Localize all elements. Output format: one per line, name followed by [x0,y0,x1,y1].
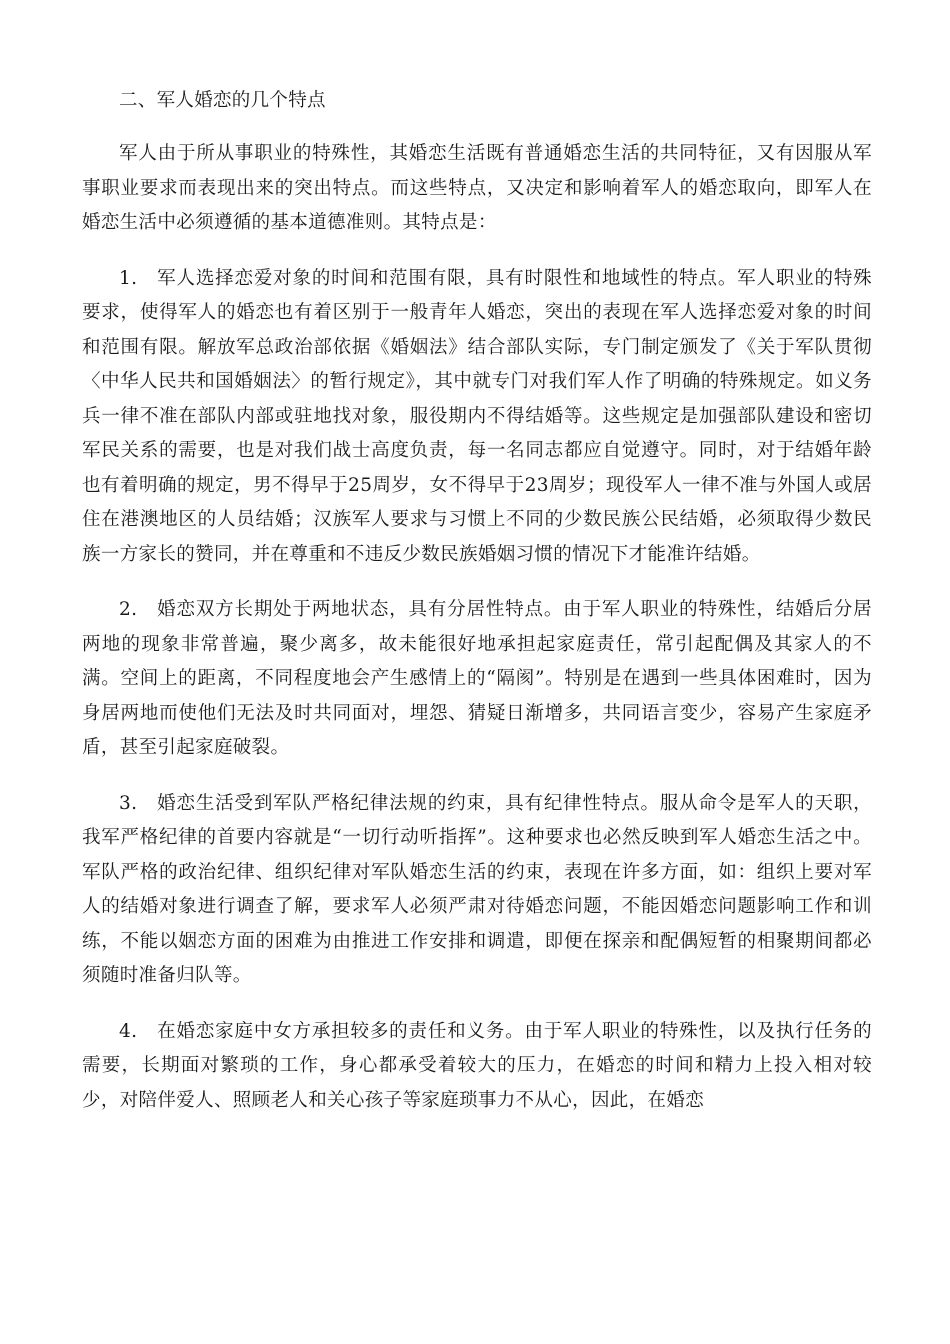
section-heading: 二、军人婚恋的几个特点 [119,90,326,111]
document-body [82,83,872,1139]
point-2-paragraph: 2. 婚恋双方长期处于两地状态，具有分居性特点。由于军人职业的特殊性，结婚后分居两地的现象非常普遍，聚少离多，故未能很好地承担起家庭责任，常引起配偶及其家人的不满。空间上的距离，不同程度地会产生感情上的“隔阂”。特别是在遇到一些具体困难时，因为身居两地而使他们无法及时共同面对，埋怨、猜疑日渐增多，共同语言变少，容易产生家庭矛盾，甚至引起家庭破裂。 [82,599,872,758]
intro-paragraph: 军人由于所从事职业的特殊性，其婚恋生活既有普通婚恋生活的共同特征，又有因服从军事职业要求而表现出来的突出特点。而这些特点，又决定和影响着军人的婚恋取向，即军人在婚恋生活中必须遵循的基本道德准则。其特点是： [82,143,872,233]
point-3-paragraph: 3. 婚恋生活受到军队严格纪律法规的约束，具有纪律性特点。服从命令是军人的天职，我军严格纪律的首要内容就是“一切行动听指挥”。这种要求也必然反映到军人婚恋生活之中。军队严格的政治纪律、组织纪律对军队婚恋生活的约束，表现在许多方面，如：组织上要对军人的结婚对象进行调查了解，要求军人必须严肃对待婚恋问题，不能因婚恋问题影响工作和训练，不能以姻恋方面的困难为由推进工作安排和调遣，即便在探亲和配偶短暂的相聚期间都必须随时准备归队等。 [82,792,872,986]
point-4-paragraph: 4. 在婚恋家庭中女方承担较多的责任和义务。由于军人职业的特殊性，以及执行任务的需要，长期面对繁琐的工作，身心都承受着较大的压力，在婚恋的时间和精力上投入相对较少，对陪伴爱人、照顾老人和关心孩子等家庭琐事力不从心，因此，在婚恋 [82,1020,872,1111]
point-1-paragraph: 1. 军人选择恋爱对象的时间和范围有限，具有时限性和地域性的特点。军人职业的特殊要求，使得军人的婚恋也有着区别于一般青年人婚恋，突出的表现在军人选择恋爱对象的时间和范围有限。解放军总政治部依据《婚姻法》结合部队实际，专门制定颁发了《关于军队贯彻〈中华人民共和国婚姻法〉的暂行规定》，其中就专门对我们军人作了明确的特殊规定。如义务兵一律不准在部队内部或驻地找对象，服役期内不得结婚等。这些规定是加强部队建设和密切军民关系的需要，也是对我们战士高度负责，每一名同志都应自觉遵守。同时，对于结婚年龄也有着明确的规定，男不得早于25周岁，女不得早于23周岁；现役军人一律不准与外国人或居住在港澳地区的人员结婚；汉族军人要求与习惯上不同的少数民族公民结婚，必须取得少数民族一方家长的赞同，并在尊重和不违反少数民族婚姻习惯的情况下才能准许结婚。 [82,267,872,565]
